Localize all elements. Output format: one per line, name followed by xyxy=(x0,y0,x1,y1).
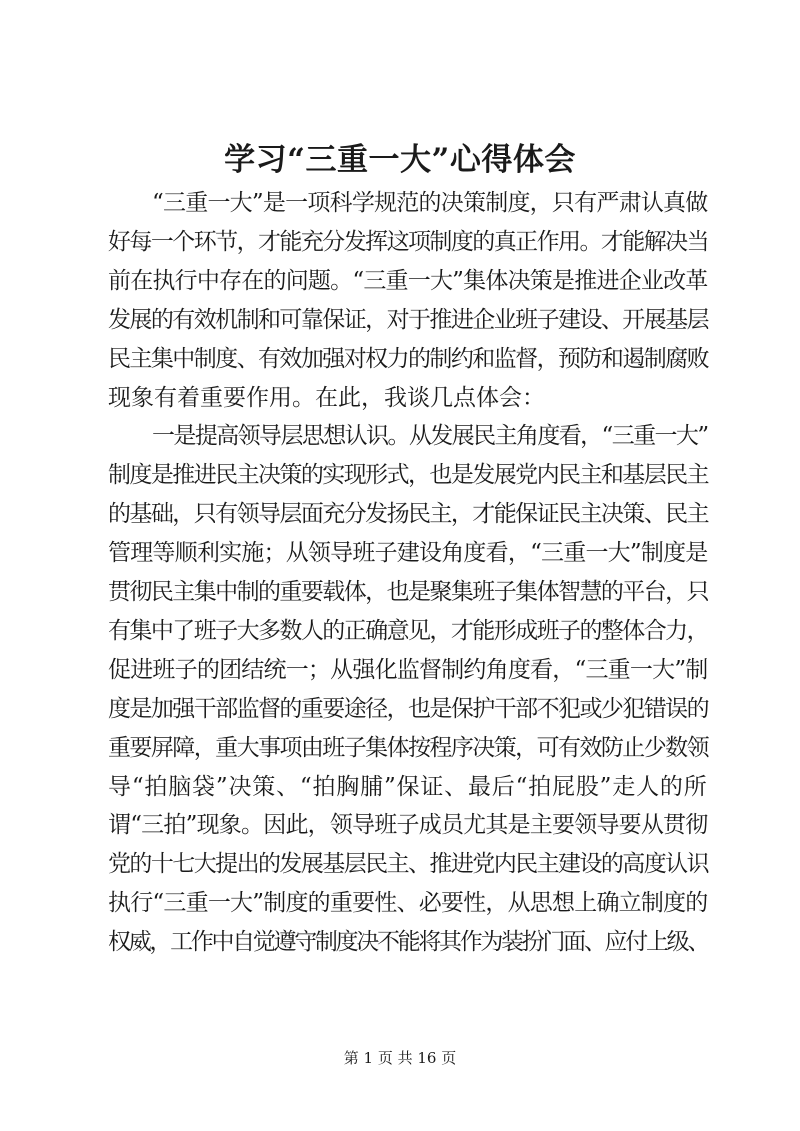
text-line: 一是提高领导层思想认识。从发展民主角度看，“三重一大” xyxy=(152,423,708,450)
text-line: 管理等顺利实施；从领导班子建设角度看，“三重一大”制度是 xyxy=(108,540,708,567)
page-footer: 第 1 页 共 16 页 xyxy=(343,1049,457,1067)
text-line: 前在执行中存在的问题。“三重一大”集体决策是推进企业改革 xyxy=(108,267,708,294)
text-line: 的基础，只有领导层面充分发扬民主，才能保证民主决策、民主 xyxy=(108,501,709,528)
text-line: 度是加强干部监督的重要途径，也是保护干部不犯或少犯错误的 xyxy=(108,695,709,722)
text-line: 权威，工作中自觉遵守制度决不能将其作为装扮门面、应付上级、 xyxy=(108,929,709,956)
text-line: 谓“三拍”现象。因此，领导班子成员尤其是主要领导要从贯彻 xyxy=(108,812,708,839)
text-line: 执行“三重一大”制度的重要性、必要性，从思想上确立制度的 xyxy=(108,890,708,917)
text-line: “三重一大”是一项科学规范的决策制度，只有严肃认真做 xyxy=(152,190,708,216)
text-line: 有集中了班子大多数人的正确意见，才能形成班子的整体合力， xyxy=(108,617,709,644)
document-title: 学习“三重一大”心得体会 xyxy=(224,142,576,178)
text-line: 促进班子的团结统一；从强化监督制约角度看，“三重一大”制 xyxy=(108,656,708,683)
text-line: 重要屏障，重大事项由班子集体按程序决策，可有效防止少数领 xyxy=(108,734,709,761)
text-line: 导“拍脑袋”决策、“拍胸脯”保证、最后“拍屁股”走人的所 xyxy=(108,773,708,800)
text-line: 现象有着重要作用。在此，我谈几点体会： xyxy=(108,384,545,411)
text-line: 好每一个环节，才能充分发挥这项制度的真正作用。才能解决当 xyxy=(108,228,709,255)
text-line: 民主集中制度、有效加强对权力的制约和监督，预防和遏制腐败 xyxy=(108,345,709,372)
text-line: 贯彻民主集中制的重要载体，也是聚集班子集体智慧的平台，只 xyxy=(108,579,709,605)
text-line: 党的十七大提出的发展基层民主、推进党内民主建设的高度认识 xyxy=(108,851,709,878)
text-line: 发展的有效机制和可靠保证，对于推进企业班子建设、开展基层 xyxy=(108,306,709,333)
text-line: 制度是推进民主决策的实现形式，也是发展党内民主和基层民主 xyxy=(108,462,709,489)
